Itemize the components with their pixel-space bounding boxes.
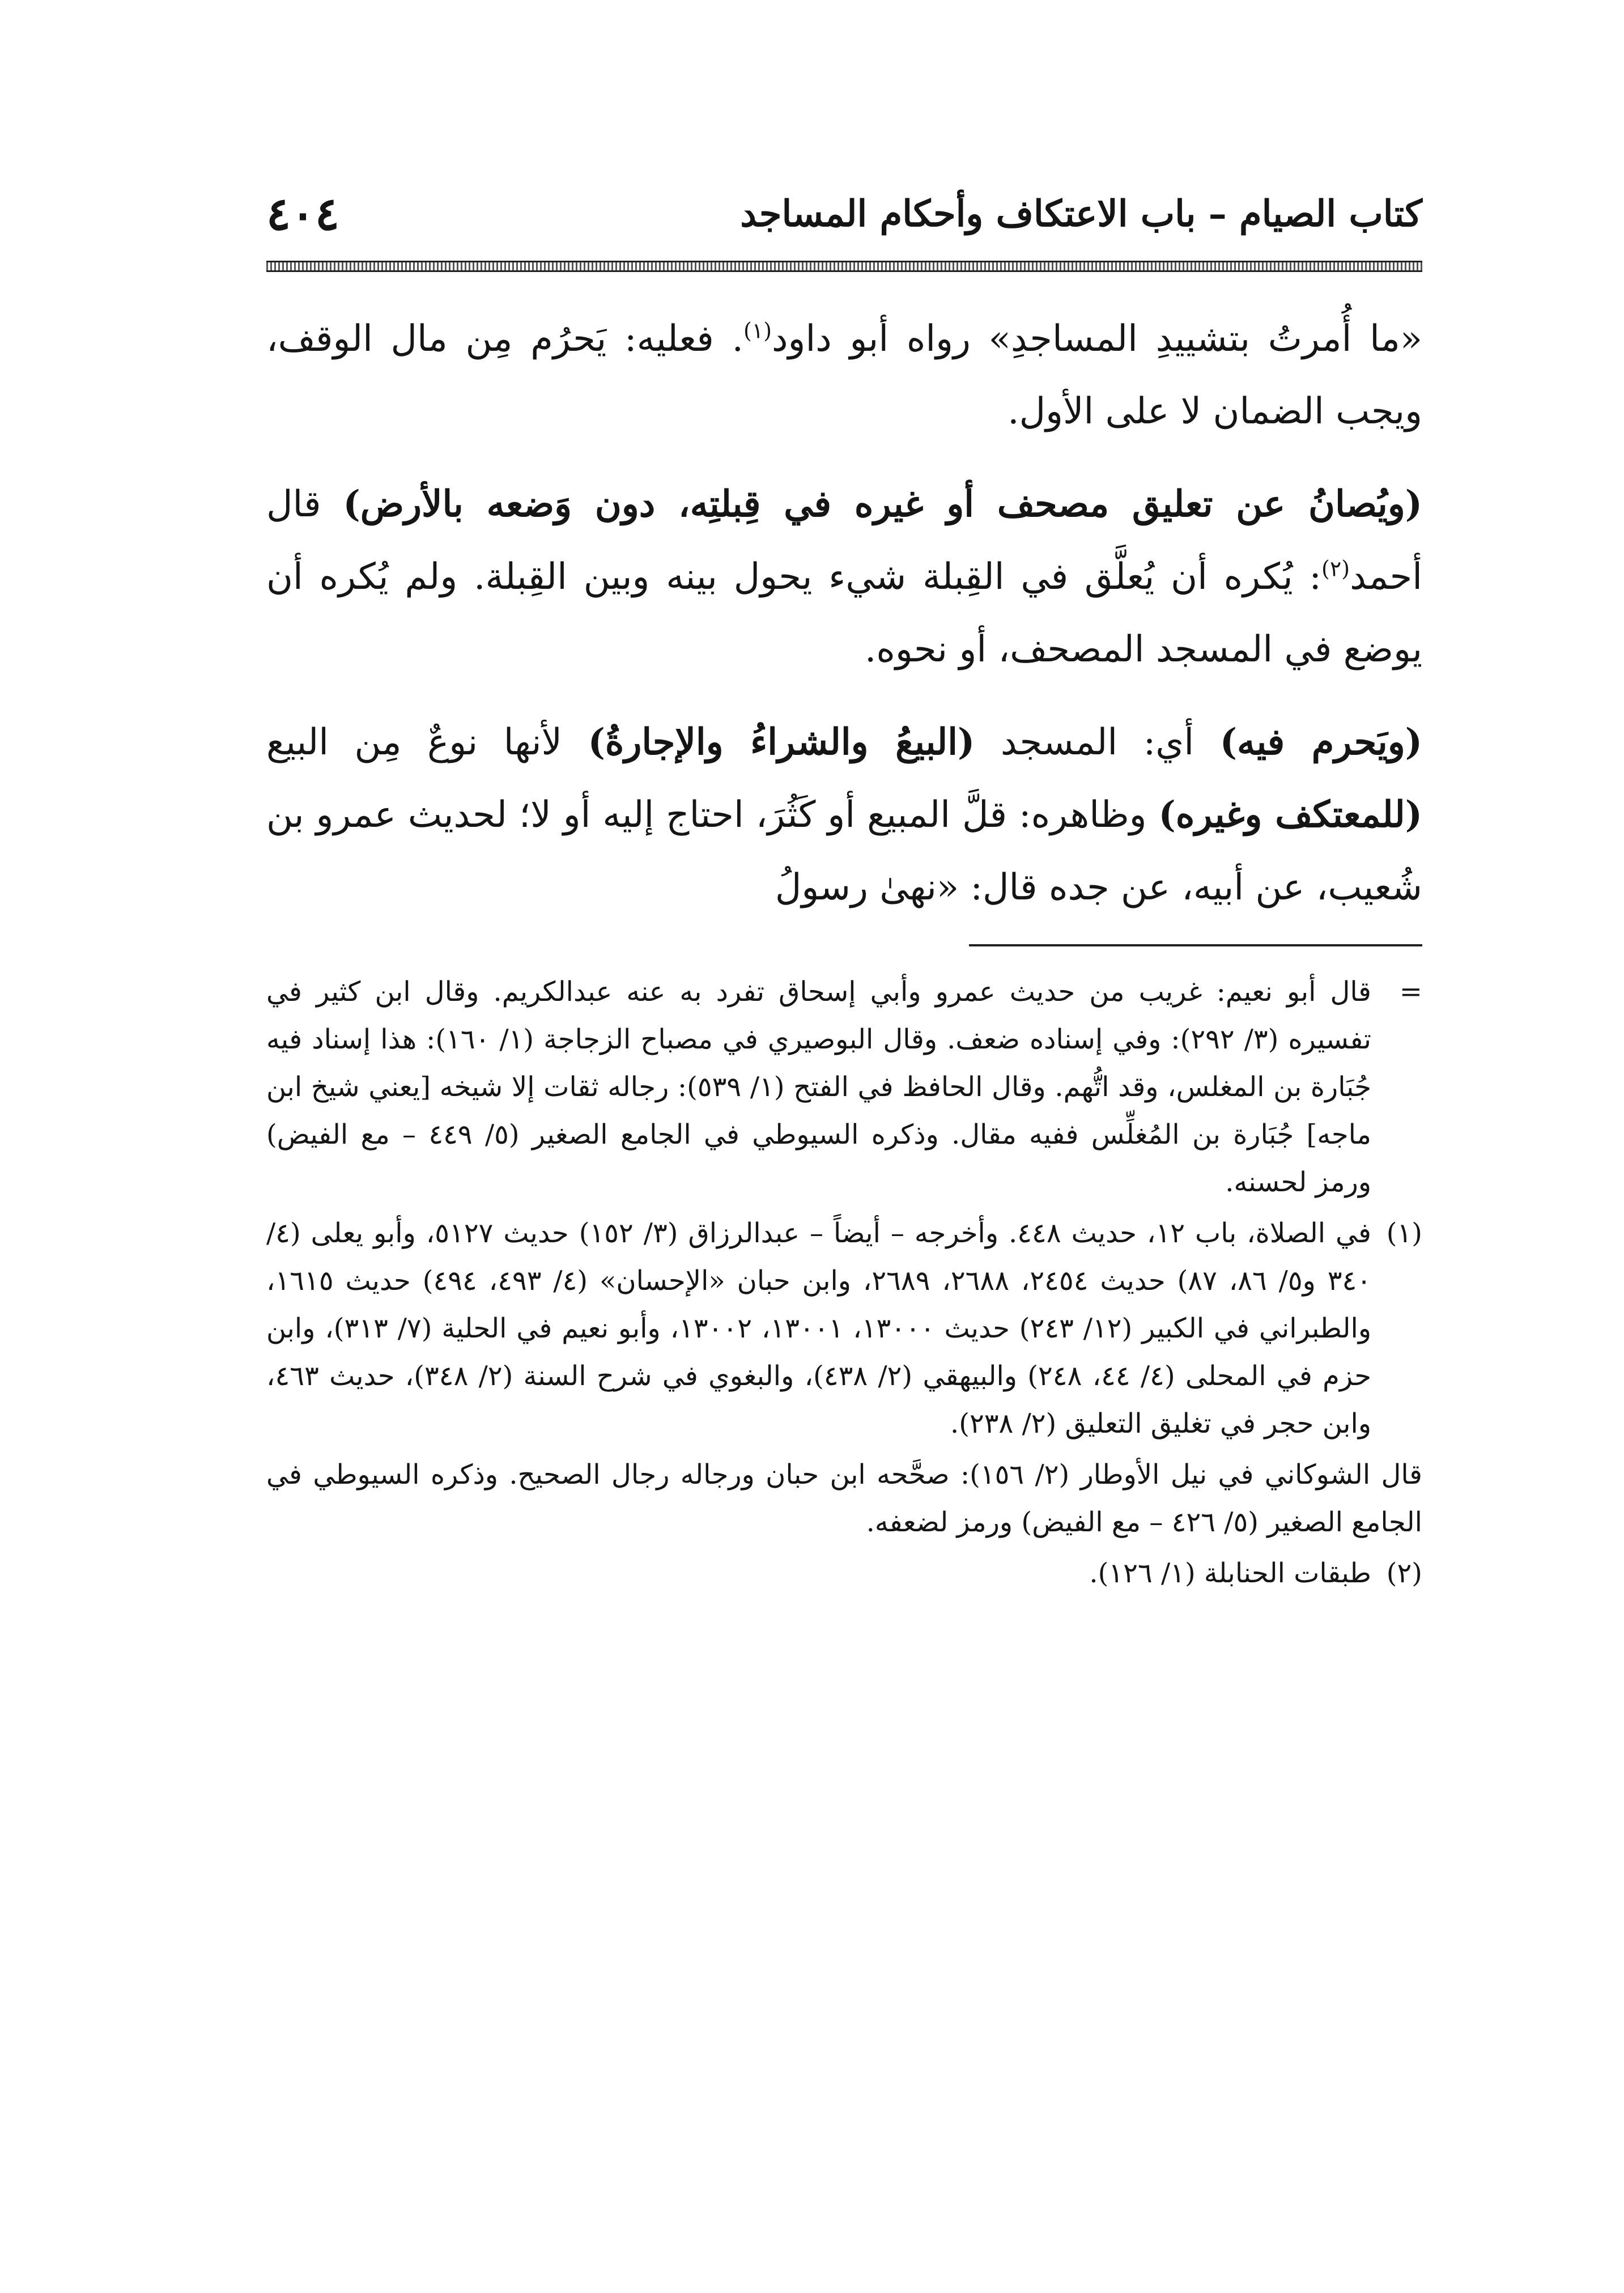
paragraph-3-text-3: وظاهره: قلَّ المبيع أو كَثُرَ، احتاج إليه أو لا؛ لحديث عمرو بن شُعيب، عن أبيه، عن جده قال: «نهىٰ رسولُ <box>266 794 1422 908</box>
footnote-continuation-text: قال أبو نعيم: غريب من حديث عمرو وأبي إسحاق تفرد به عنه عبدالكريم. وقال ابن كثير في تفسيره (٣/ ٢٩٢): وفي إسناده ضعف. وقال البوصيري في مصباح الزجاجة (١/ ١٦٠): هذا إسناد فيه جُبَارة بن المغلس، وقد اتُّهم. وقال الحافظ في الفتح (١/ ٥٣٩): رجاله ثقات إلا شيخه [يعني شيخ ابن ماجه] جُبَارة بن المُغلِّس ففيه مقال. وذكره السيوطي في الجامع الصغير (٥/ ٤٤٩ – مع الفيض) ورمز لحسنه. <box>266 976 1372 1198</box>
paragraph-2-bold: (ويُصانُ عن تعليق مصحف أو غيره في قِبلتِه، دون وَضعه بالأرض) <box>343 483 1423 525</box>
paragraph-2 <box>266 468 1422 686</box>
footnote-separator <box>969 944 1422 946</box>
footnote-ref-2: (٢) <box>1321 556 1350 581</box>
paragraph-2-text-2: : يُكره أن يُعلَّق في القِبلة شيء يحول بينه وبين القِبلة. ولم يُكره أن يوضع في المسجد المصحف، أو نحوه. <box>266 556 1422 670</box>
paragraph-3-text-1: أي: المسجد <box>975 721 1220 763</box>
header-rule <box>266 261 1422 272</box>
footnote-1 <box>266 1209 1422 1447</box>
book-page <box>266 187 1422 2239</box>
paragraph-2-text: قال أحمد <box>266 483 1422 598</box>
footnote-1-marker: (١) <box>1386 1217 1422 1249</box>
footnotes <box>266 968 1422 1597</box>
main-text <box>266 303 1422 924</box>
paragraph-3-text-2: لأنها نوعٌ مِن البيع <box>266 721 588 763</box>
paragraph-1 <box>266 303 1422 448</box>
paragraph-3-bold-1: (ويَحرم فيه) <box>1219 721 1423 763</box>
footnote-2-text: طبقات الحنابلة (١/ ١٢٦). <box>1089 1557 1371 1589</box>
footnote-1-text-2: قال الشوكاني في نيل الأوطار (٢/ ١٥٦): صحَّحه ابن حبان ورجاله رجال الصحيح. وذكره السيوطي في الجامع الصغير (٥/ ٤٢٦ – مع الفيض) ورمز لضعفه. <box>266 1459 1423 1538</box>
paragraph-3-bold-3: (للمعتكف وغيره) <box>1158 793 1423 836</box>
footnote-continuation <box>266 968 1422 1206</box>
running-header <box>266 187 1422 261</box>
footnote-ref-1: (١) <box>743 318 772 343</box>
paragraph-1-text-2: . فعليه: يَحرُم مِن مال الوقف، ويجب الضمان لا على الأول. <box>266 318 1422 432</box>
paragraph-1-text: «ما أُمرتُ بتشييدِ المساجدِ» رواه أبو داود <box>772 318 1423 360</box>
paragraph-3 <box>266 706 1422 924</box>
continuation-marker: = <box>1399 976 1422 1008</box>
page-number: ٤٠٤ <box>266 187 339 240</box>
paragraph-3-bold-2: (البيعُ والشراءُ والإجارةُ) <box>588 721 975 763</box>
footnote-1-text: في الصلاة، باب ١٢، حديث ٤٤٨. وأخرجه – أيضاً – عبدالرزاق (٣/ ١٥٢) حديث ٥١٢٧، وأبو يعلى (٤/ ٣٤٠ و٥/ ٨٦، ٨٧) حديث ٢٤٥٤، ٢٦٨٨، ٢٦٨٩، وابن حبان «الإحسان» (٤/ ٤٩٣، ٤٩٤) حديث ١٦١٥، والطبراني في الكبير (١٢/ ٢٤٣) حديث ١٣٠٠٠، ١٣٠٠١، ١٣٠٠٢، وأبو نعيم في الحلية (٧/ ٣١٣)، وابن حزم في المحلى (٤/ ٤٤، ٢٤٨) والبيهقي (٢/ ٤٣٨)، والبغوي في شرح السنة (٢/ ٣٤٨)، حديث ٤٦٣، وابن حجر في تغليق التعليق (٢/ ٢٣٨). <box>266 1217 1372 1440</box>
footnote-2-marker: (٢) <box>1386 1557 1422 1589</box>
chapter-title: كتاب الصيام – باب الاعتكاف وأحكام المساجد <box>740 193 1422 235</box>
footnote-2 <box>266 1549 1422 1597</box>
